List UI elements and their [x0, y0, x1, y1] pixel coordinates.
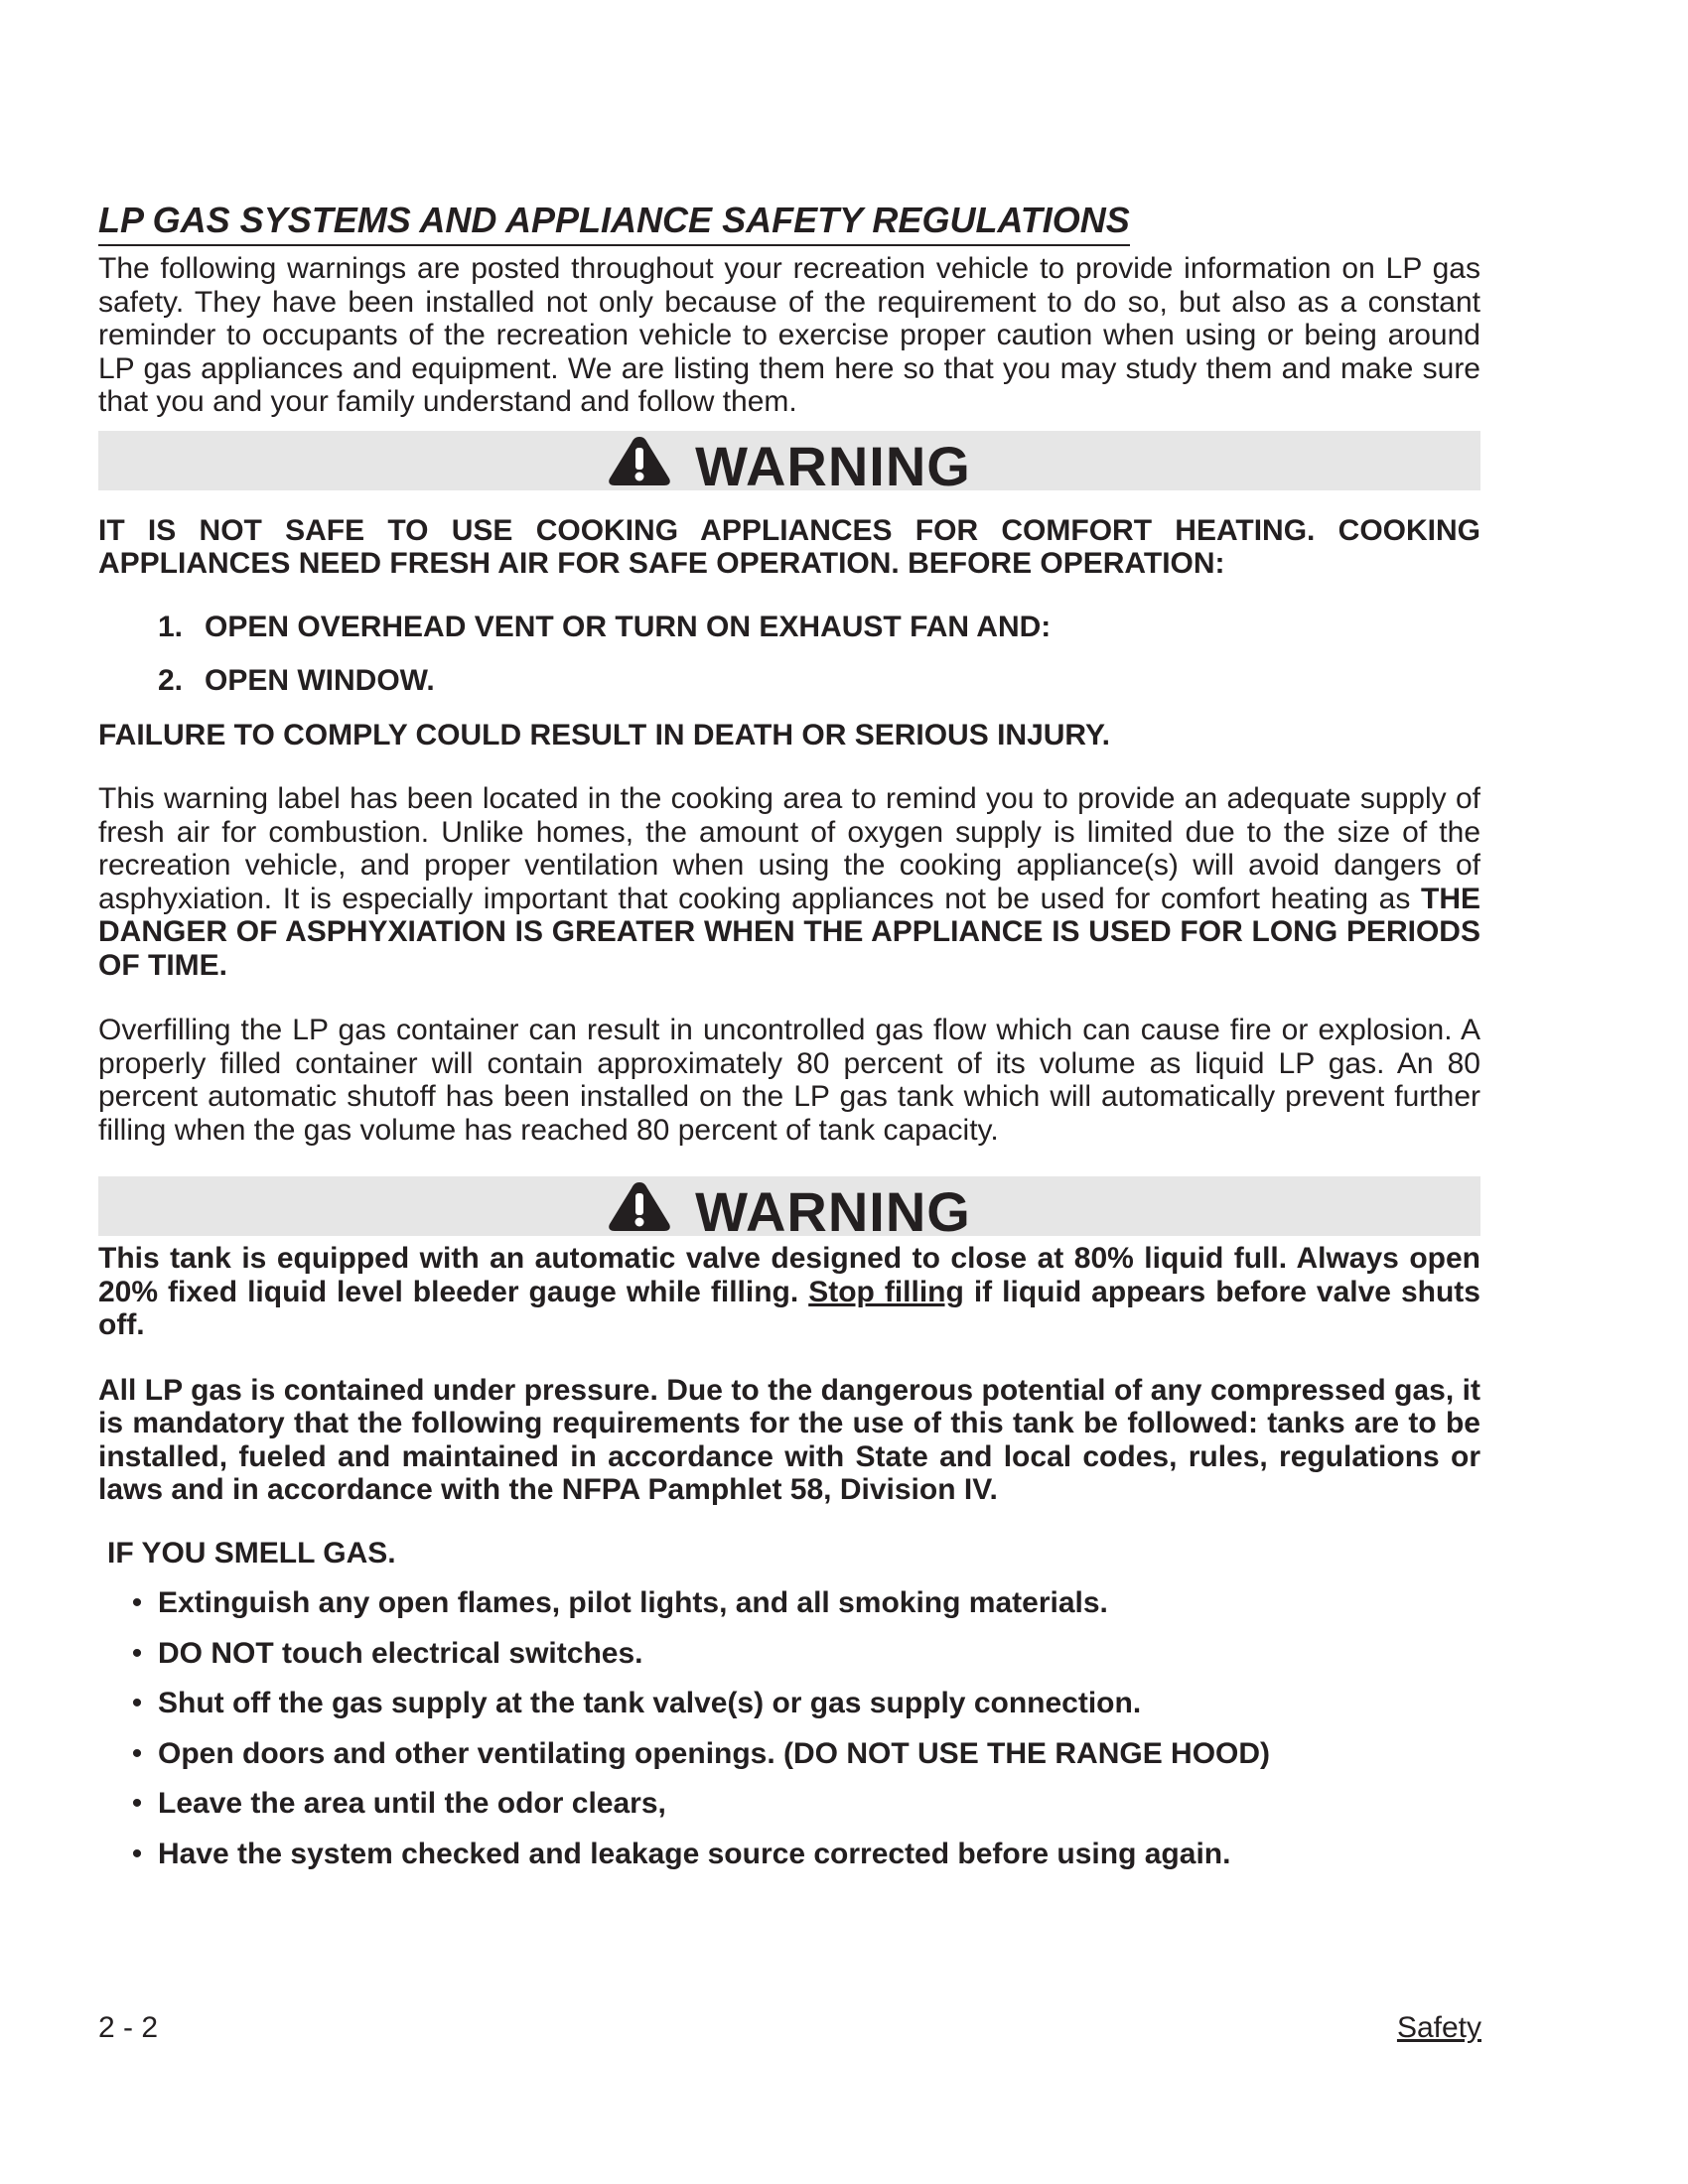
- list-item: [98, 664, 1480, 698]
- warning-1-consequence: FAILURE TO COMPLY COULD RESULT IN DEATH OR SERIOUS INJURY.: [98, 718, 1110, 751]
- cooking-paragraph-text: This warning label has been located in the cooking area to remind you to provide an adequate supply of fresh air for combustion. Unlike homes, the amount of oxygen supply is limited due to the size of the recreation vehicle, and proper ventilation when using the cooking appliance(s) will avoid dangers of asphyxiation. It is especially important that cooking appliances not be used for comfort heating as: [98, 782, 1480, 915]
- page-number: 2 - 2: [98, 2011, 159, 2044]
- bullet-icon: •: [131, 1636, 143, 1670]
- stop-filling-text: Stop filling: [808, 1275, 964, 1308]
- exclamation-triangle-icon: [608, 1180, 671, 1232]
- list-item: [98, 1838, 1480, 1871]
- list-item-text: Leave the area until the odor clears,: [158, 1787, 666, 1820]
- cooking-paragraph-bold: THE DANGER OF ASPHYXIATION IS GREATER WHEN THE APPLIANCE IS USED FOR LONG PERIODS OF TIME.: [98, 882, 1480, 982]
- list-item-text: Have the system checked and leakage source corrected before using again.: [158, 1837, 1231, 1870]
- list-item-text: Open doors and other ventilating openings. (DO NOT USE THE RANGE HOOD): [158, 1736, 1271, 1770]
- bullet-icon: •: [131, 1687, 143, 1719]
- intro-paragraph: The following warnings are posted throughout your recreation vehicle to provide information on LP gas safety. They have been installed not only because of the requirement to do so, but also as a constant reminder to occupants of the recreation vehicle to exercise proper caution when using or being around LP gas appliances and equipment. We are listing them here so that you may study them and make sure that you and your family understand and follow them.: [98, 252, 1480, 418]
- step-text: OPEN WINDOW.: [205, 664, 435, 697]
- step-number: 1.: [158, 610, 184, 643]
- warning-2-text-a: This tank is equipped with an automatic valve designed to close at 80% liquid full. Always open 20% fixed liquid level bleeder gauge while filling.: [98, 1242, 1480, 1308]
- list-item: [98, 1687, 1480, 1720]
- bullet-icon: •: [131, 1787, 143, 1820]
- warning-2-text: [98, 1242, 1480, 1342]
- list-item-text: Extinguish any open flames, pilot lights, and all smoking materials.: [158, 1586, 1108, 1619]
- warning-banner-1: [98, 431, 1480, 497]
- list-item-text: DO NOT touch electrical switches.: [158, 1636, 643, 1670]
- bullet-icon: •: [131, 1736, 143, 1770]
- step-text: OPEN OVERHEAD VENT OR TURN ON EXHAUST FAN AND:: [205, 610, 1052, 643]
- warning-banner-2: [98, 1176, 1480, 1243]
- warning-label-1: WARNING: [695, 434, 971, 497]
- list-item: [98, 1637, 1480, 1671]
- section-title: LP GAS SYSTEMS AND APPLIANCE SAFETY REGULATIONS: [98, 197, 1130, 246]
- bullet-icon: •: [131, 1586, 143, 1619]
- step-number: 2.: [158, 664, 184, 697]
- page-content: [98, 197, 1480, 1870]
- smell-gas-list: [98, 1586, 1480, 1870]
- warning-1-steps: [98, 611, 1480, 698]
- pressure-paragraph: All LP gas is contained under pressure. Due to the dangerous potential of any compressed gas, it is mandatory that the following requirements for the use of this tank be followed: tanks are to be installed, fueled and maintained in accordance with State and local codes, rules, regulations or laws and in accordance with the NFPA Pamphlet 58, Division IV.: [98, 1373, 1480, 1506]
- warning-1-text: IT IS NOT SAFE TO USE COOKING APPLIANCES FOR COMFORT HEATING. COOKING APPLIANCES NEED FRESH AIR FOR SAFE OPERATION. BEFORE OPERATION:: [98, 513, 1480, 580]
- bullet-icon: •: [131, 1837, 143, 1870]
- exclamation-triangle-icon: [608, 435, 671, 486]
- smell-gas-heading: IF YOU SMELL GAS.: [107, 1536, 396, 1570]
- section-name: Safety: [1396, 2011, 1481, 2044]
- list-item: [98, 611, 1480, 644]
- list-item: [98, 1787, 1480, 1821]
- list-item: [98, 1586, 1480, 1620]
- overfill-paragraph: Overfilling the LP gas container can result in uncontrolled gas flow which can cause fire or explosion. A properly filled container will contain approximately 80 percent of its volume as liquid LP gas. An 80 percent automatic shutoff has been installed on the LP gas tank which will automatically prevent further filling when the gas volume has reached 80 percent of tank capacity.: [98, 1014, 1480, 1147]
- cooking-paragraph: [98, 782, 1480, 982]
- list-item-text: Shut off the gas supply at the tank valve(s) or gas supply connection.: [158, 1687, 1142, 1719]
- warning-2-text-b: if liquid appears before valve shuts off.: [98, 1275, 1480, 1341]
- warning-label-2: WARNING: [695, 1180, 971, 1243]
- list-item: [98, 1737, 1480, 1771]
